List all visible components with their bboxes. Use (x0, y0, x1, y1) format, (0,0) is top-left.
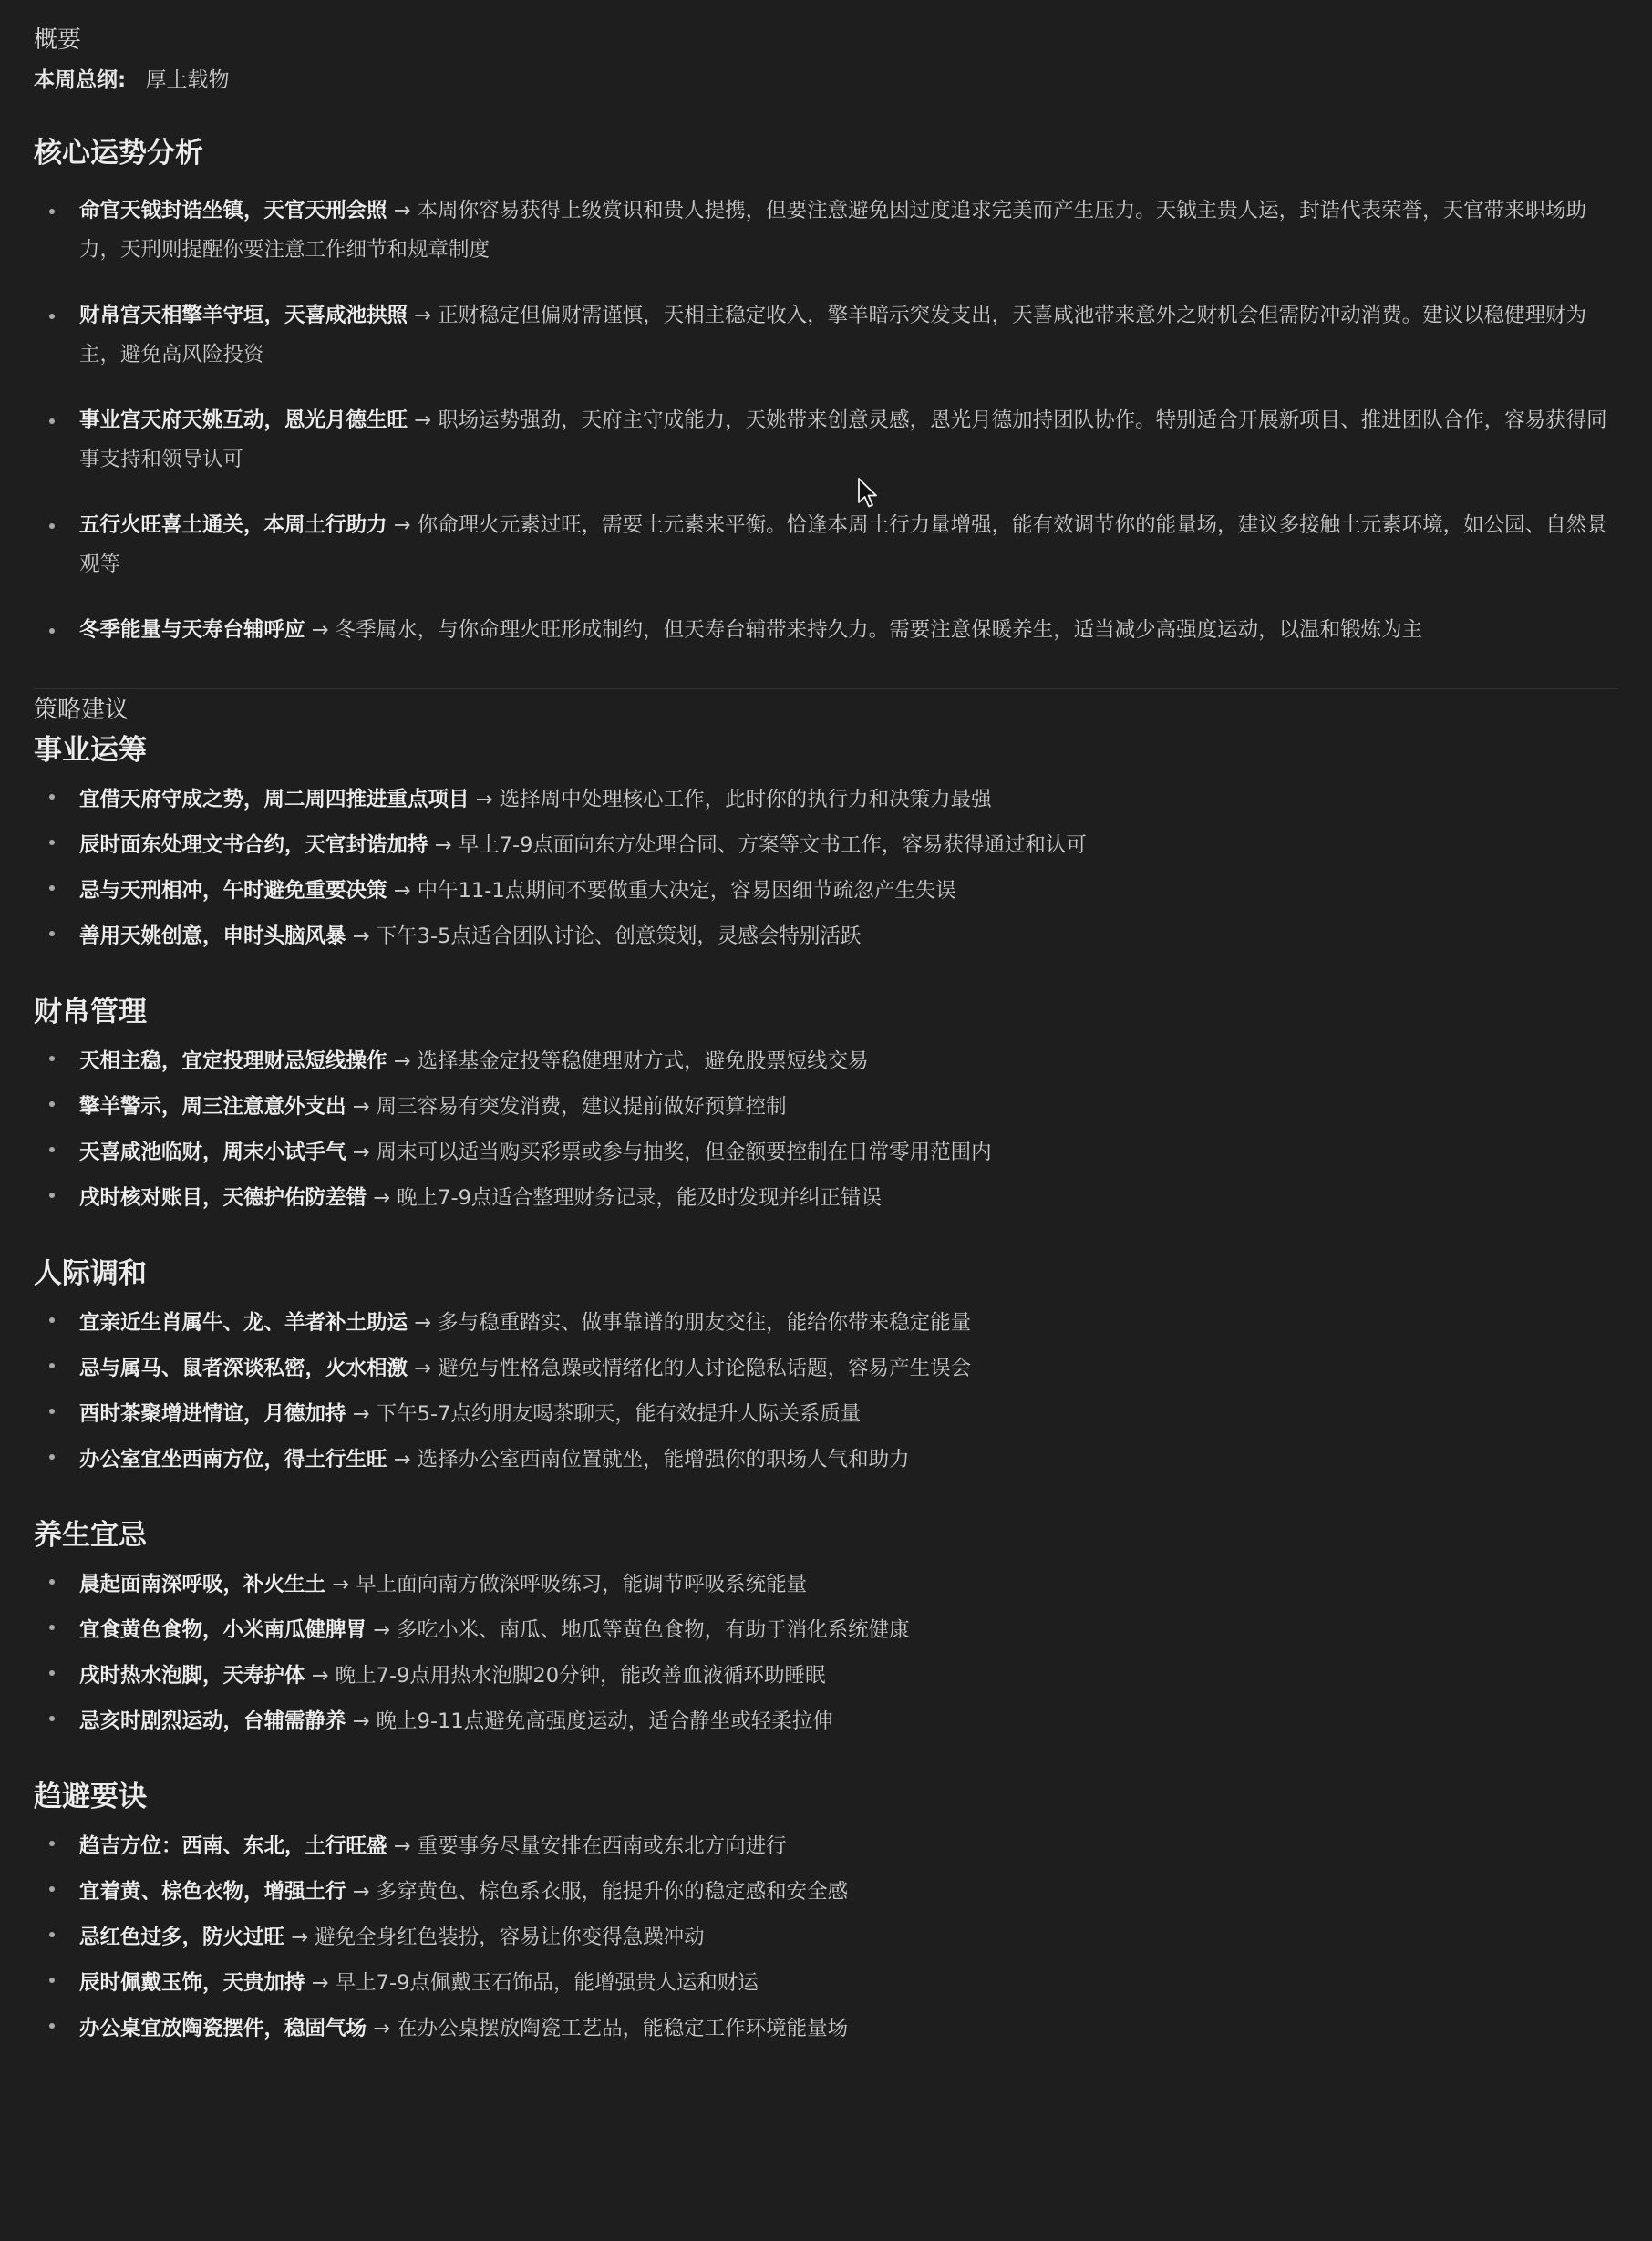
list-item (34, 296, 1619, 375)
item-text: → 多与稳重踏实、做事靠谱的朋友交往，能给你带来稳定能量 (408, 1311, 972, 1335)
list-item (34, 1653, 1619, 1699)
item-text: → 晚上7-9点用热水泡脚20分钟，能改善血液循环助睡眠 (305, 1664, 826, 1688)
item-text: → 早上7-9点佩戴玉石饰品，能增强贵人运和财运 (305, 1971, 759, 1995)
item-text: → 选择办公室西南位置就坐，能增强你的职场人气和助力 (387, 1448, 910, 1472)
mouse-pointer-icon (857, 477, 879, 510)
list-item (34, 1960, 1619, 2006)
item-title: 辰时佩戴玉饰，天贵加持 (79, 1971, 305, 1995)
strategy-block-relations (34, 1254, 1619, 1482)
list-item (34, 1915, 1619, 1960)
item-text: → 周末可以适当购买彩票或参与抽奖，但金额要控制在日常零用范围内 (346, 1141, 992, 1164)
item-text: → 早上7-9点面向东方处理合同、方案等文书工作，容易获得通过和认可 (428, 833, 1087, 857)
item-text: → 选择周中处理核心工作，此时你的执行力和决策力最强 (469, 788, 992, 811)
list-item (34, 1607, 1619, 1653)
item-text: → 晚上7-9点适合整理财务记录，能及时发现并纠正错误 (367, 1186, 882, 1210)
item-text: → 在办公桌摆放陶瓷工艺品，能稳定工作环境能量场 (367, 2017, 849, 2040)
item-title: 宜着黄、棕色衣物，增强土行 (79, 1880, 346, 1904)
item-text: → 下午3-5点适合团队讨论、创意策划，灵感会特别活跃 (346, 924, 862, 948)
tips-heading: 趋避要诀 (34, 1781, 147, 1813)
item-title: 忌亥时剧烈运动，台辅需静养 (79, 1709, 346, 1733)
list-item (34, 1391, 1619, 1437)
item-text: → 下午5-7点约朋友喝茶聊天，能有效提升人际关系质量 (346, 1402, 862, 1426)
strategy-block-health (34, 1515, 1619, 1744)
item-text: → 你命理火元素过旺，需要土元素来平衡。恰逢本周土行力量增强，能有效调节你的能量场，建议多接触土元素环境，如公园、自然景观等 (79, 513, 1607, 576)
item-title: 天喜咸池临财，周末小试手气 (79, 1141, 346, 1164)
item-text: → 避免与性格急躁或情绪化的人讨论隐私话题，容易产生误会 (408, 1357, 972, 1380)
item-title: 宜食黄色食物，小米南瓜健脾胃 (79, 1618, 367, 1642)
item-text: → 中午11-1点期间不要做重大决定，容易因细节疏忽产生失误 (387, 879, 956, 903)
item-text: → 周三容易有突发消费，建议提前做好预算控制 (346, 1095, 787, 1119)
list-item (34, 1437, 1619, 1482)
list-item (34, 191, 1619, 270)
item-title: 戌时热水泡脚，天寿护体 (79, 1664, 305, 1688)
item-text: → 重要事务尽量安排在西南或东北方向进行 (387, 1834, 787, 1858)
item-title: 忌与属马、鼠者深谈私密，火水相激 (79, 1357, 408, 1380)
item-title: 擎羊警示，周三注意意外支出 (79, 1095, 346, 1119)
list-item (34, 1869, 1619, 1915)
list-item (34, 1038, 1619, 1084)
list-item (34, 914, 1619, 959)
item-text: → 选择基金定投等稳健理财方式，避免股票短线交易 (387, 1049, 869, 1073)
list-item (34, 822, 1619, 868)
item-title: 办公室宜坐西南方位，得土行生旺 (79, 1448, 387, 1472)
strategy-block-tips (34, 1777, 1619, 2051)
list-item (34, 506, 1619, 584)
overview-label: 概要 (34, 26, 82, 54)
relations-heading: 人际调和 (34, 1257, 147, 1290)
wealth-heading: 财帛管理 (34, 996, 147, 1028)
summary-value: 厚土载物 (145, 68, 230, 92)
list-item (34, 868, 1619, 914)
tips-list (34, 1823, 1619, 2051)
item-title: 宜借天府守成之势，周二周四推进重点项目 (79, 788, 470, 811)
item-title: 晨起面南深呼吸，补火生土 (79, 1573, 326, 1596)
health-list (34, 1562, 1619, 1744)
item-title: 办公桌宜放陶瓷摆件，稳固气场 (79, 2017, 367, 2040)
list-item (34, 777, 1619, 822)
item-text: → 多吃小米、南瓜、地瓜等黄色食物，有助于消化系统健康 (367, 1618, 910, 1642)
list-item (34, 611, 1619, 650)
item-text: → 职场运势强劲，天府主守成能力，天姚带来创意灵感，恩光月德加持团队协作。特别适合开展新项目、推进团队合作，容易获得同事支持和领导认可 (79, 408, 1607, 471)
item-text: → 冬季属水，与你命理火旺形成制约，但天寿台辅带来持久力。需要注意保暖养生，适当减少高强度运动，以温和锻炼为主 (305, 618, 1423, 642)
strategy-label: 策略建议 (34, 697, 129, 724)
list-item (34, 1084, 1619, 1130)
item-title: 宜亲近生肖属牛、龙、羊者补土助运 (79, 1311, 408, 1335)
career-heading: 事业运筹 (34, 734, 147, 767)
strategy-block-wealth (34, 992, 1619, 1221)
career-list (34, 777, 1619, 959)
summary-key: 本周总纲: (34, 68, 127, 92)
list-item (34, 1823, 1619, 1869)
relations-list (34, 1300, 1619, 1482)
list-item (34, 1130, 1619, 1175)
item-title: 财帛宫天相擎羊守垣，天喜咸池拱照 (79, 304, 408, 327)
item-title: 事业宫天府天姚互动，恩光月德生旺 (79, 408, 408, 432)
strategy-block-career (34, 730, 1619, 959)
item-title: 戌时核对账目，天德护佑防差错 (79, 1186, 367, 1210)
item-title: 善用天姚创意，申时头脑风暴 (79, 924, 346, 948)
list-item (34, 1346, 1619, 1391)
item-title: 忌红色过多，防火过旺 (79, 1926, 285, 1949)
core-analysis-list (34, 191, 1619, 650)
core-analysis-heading: 核心运势分析 (34, 137, 203, 170)
item-text: → 避免全身红色装扮，容易让你变得急躁冲动 (284, 1926, 705, 1949)
item-title: 五行火旺喜土通关，本周土行助力 (79, 513, 387, 537)
item-title: 命官天钺封诰坐镇，天官天刑会照 (79, 199, 387, 222)
health-heading: 养生宜忌 (34, 1519, 147, 1552)
list-item (34, 1699, 1619, 1744)
item-text: → 本周你容易获得上级赏识和贵人提携，但要注意避免因过度追求完美而产生压力。天钺主贵人运，封诰代表荣誉，天官带来职场助力，天刑则提醒你要注意工作细节和规章制度 (79, 199, 1587, 262)
list-item (34, 401, 1619, 480)
list-item (34, 1562, 1619, 1607)
list-item (34, 1300, 1619, 1346)
item-title: 忌与天刑相冲，午时避免重要决策 (79, 879, 387, 903)
item-title: 酉时茶聚增进情谊，月德加持 (79, 1402, 346, 1426)
list-item (34, 2006, 1619, 2051)
item-title: 冬季能量与天寿台辅呼应 (79, 618, 305, 642)
item-title: 趋吉方位：西南、东北，土行旺盛 (79, 1834, 387, 1858)
item-title: 辰时面东处理文书合约，天官封诰加持 (79, 833, 428, 857)
item-text: → 早上面向南方做深呼吸练习，能调节呼吸系统能量 (325, 1573, 808, 1596)
section-divider (34, 688, 1617, 689)
item-text: → 晚上9-11点避免高强度运动，适合静坐或轻柔拉伸 (346, 1709, 833, 1733)
wealth-list (34, 1038, 1619, 1221)
weekly-summary (34, 62, 1619, 98)
list-item (34, 1175, 1619, 1221)
item-text: → 多穿黄色、棕色系衣服，能提升你的稳定感和安全感 (346, 1880, 849, 1904)
item-text: → 正财稳定但偏财需谨慎，天相主稳定收入，擎羊暗示突发支出，天喜咸池带来意外之财机会但需防冲动消费。建议以稳健理财为主，避免高风险投资 (79, 304, 1587, 367)
item-title: 天相主稳，宜定投理财忌短线操作 (79, 1049, 387, 1073)
